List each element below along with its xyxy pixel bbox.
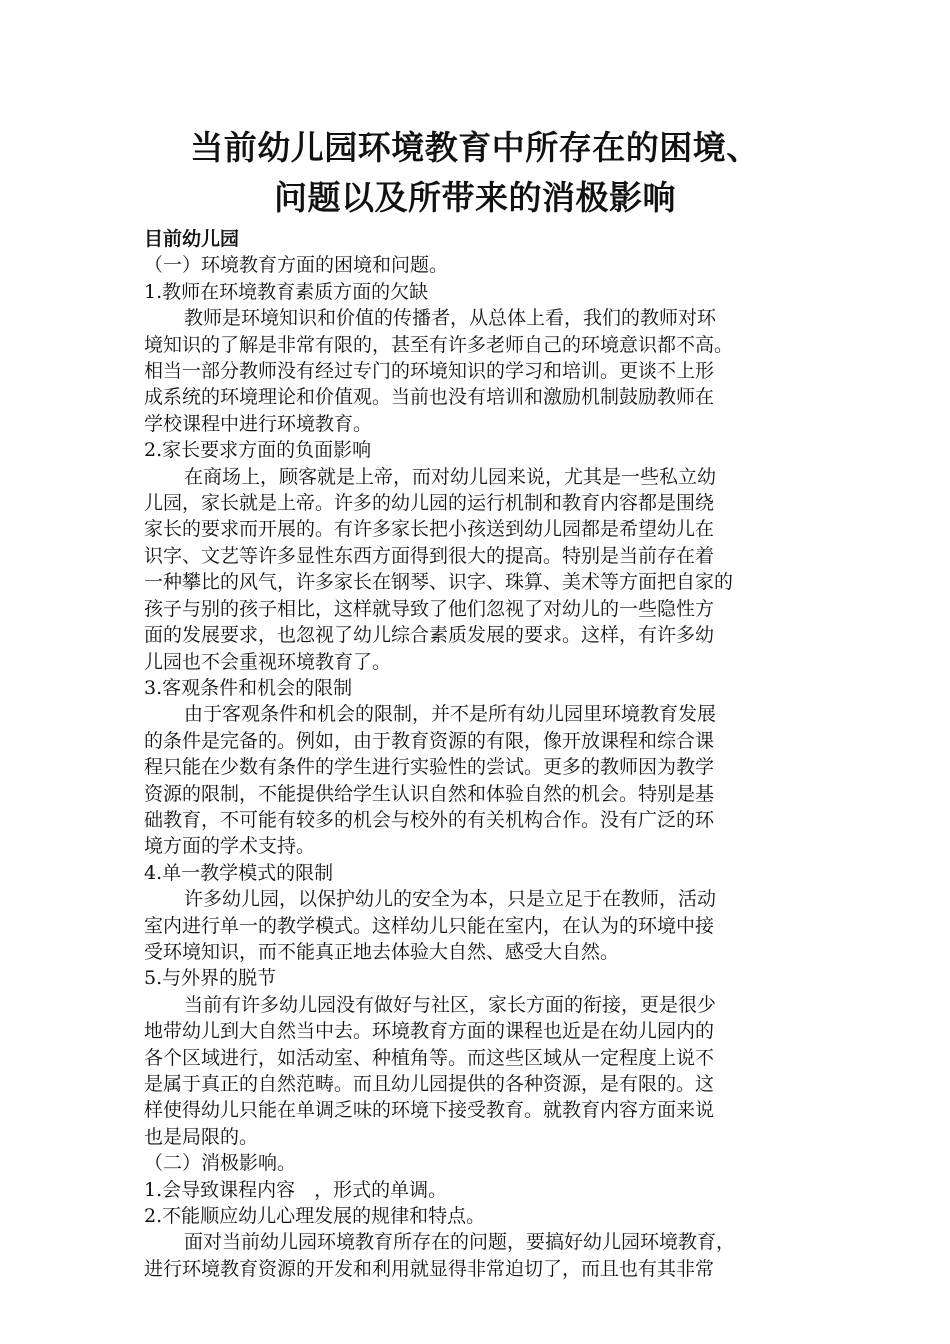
paragraph-line: 儿园也不会重视环境教育了。 bbox=[144, 650, 392, 673]
paragraph-line: 的条件是完备的。例如，由于教育资源的有限，像开放课程和综合课 bbox=[144, 729, 715, 752]
item-1-heading: 1.教师在环境教育素质方面的欠缺 bbox=[144, 280, 429, 303]
item-4-heading: 4.单一教学模式的限制 bbox=[144, 861, 334, 884]
paragraph-line: 程只能在少数有条件的学生进行实验性的尝试。更多的教师因为教学 bbox=[144, 756, 715, 779]
negative-effect-1: 1.会导致课程内容 ，形式的单调。 bbox=[144, 1178, 448, 1201]
section-1-heading: （一）环境教育方面的困境和问题。 bbox=[144, 254, 449, 277]
paragraph-line: 样使得幼儿只能在单调乏味的环境下接受教育。就教育内容方面来说 bbox=[144, 1099, 715, 1122]
paragraph-line: 当前有许多幼儿园没有做好与社区，家长方面的衔接，更是很少 bbox=[184, 993, 717, 1016]
paragraph-line: 面的发展要求，也忽视了幼儿综合素质发展的要求。这样，有许多幼 bbox=[144, 624, 715, 647]
document-body bbox=[144, 226, 812, 1282]
paragraph-line: 也是局限的。 bbox=[144, 1125, 259, 1148]
paragraph-line: 家长的要求而开展的。有许多家长把小孩送到幼儿园都是希望幼儿在 bbox=[144, 518, 715, 541]
section-2-heading: （二）消极影响。 bbox=[144, 1152, 297, 1175]
paragraph-line: 是属于真正的自然范畴。而且幼儿园提供的各种资源，是有限的。这 bbox=[144, 1073, 715, 1095]
paragraph-line: 础教育，不可能有较多的机会与校外的有关机构合作。没有广泛的环 bbox=[144, 808, 715, 831]
paragraph-line: 境知识的了解是非常有限的，甚至有许多老师自己的环境意识都不高。 bbox=[144, 333, 734, 356]
paragraph-line: 在商场上，顾客就是上帝，而对幼儿园来说，尤其是一些私立幼 bbox=[184, 465, 717, 488]
paragraph-line: 识字、文艺等许多显性东西方面得到很大的提高。特别是当前存在着 bbox=[144, 544, 715, 567]
paragraph-line: 由于客观条件和机会的限制，并不是所有幼儿园里环境教育发展 bbox=[184, 703, 717, 726]
paragraph-line: 孩子与别的孩子相比，这样就导致了他们忽视了对幼儿的一些隐性方 bbox=[144, 597, 715, 620]
item-2-heading: 2.家长要求方面的负面影响 bbox=[144, 439, 372, 462]
paragraph-line: 进行环境教育资源的开发和利用就显得非常迫切了，而且也有其非常 bbox=[144, 1257, 715, 1280]
document-subtitle: 目前幼儿园 bbox=[144, 228, 240, 250]
paragraph-line: 受环境知识，而不能真正地去体验大自然、感受大自然。 bbox=[144, 940, 620, 963]
paragraph-line: 室内进行单一的教学模式。这样幼儿只能在室内，在认为的环境中接 bbox=[144, 914, 715, 937]
paragraph-line: 相当一部分教师没有经过专门的环境知识的学习和培训。更谈不上形 bbox=[144, 360, 715, 383]
item-5-heading: 5.与外界的脱节 bbox=[144, 967, 277, 990]
paragraph-line: 学校课程中进行环境教育。 bbox=[144, 412, 373, 435]
paragraph-line: 一种攀比的风气，许多家长在钢琴、识字、珠算、美术等方面把自家的 bbox=[144, 571, 734, 594]
item-3-heading: 3.客观条件和机会的限制 bbox=[144, 676, 353, 699]
document-title-line-1: 当前幼儿园环境教育中所存在的困境、 bbox=[190, 128, 760, 167]
paragraph-line: 许多幼儿园，以保护幼儿的安全为本，只是立足于在教师，活动 bbox=[184, 888, 717, 911]
document-title-line-2: 问题以及所带来的消极影响 bbox=[274, 178, 676, 217]
paragraph-line: 儿园，家长就是上帝。许多的幼儿园的运行机制和教育内容都是围绕 bbox=[144, 492, 715, 515]
paragraph-line: 成系统的环境理论和价值观。当前也没有培训和激励机制鼓励教师在 bbox=[144, 386, 715, 409]
paragraph-line: 境方面的学术支持。 bbox=[144, 835, 316, 858]
paragraph-line: 各个区域进行，如活动室、种植角等。而这些区域从一定程度上说不 bbox=[144, 1046, 715, 1069]
paragraph-line: 地带幼儿到大自然当中去。环境教育方面的课程也近是在幼儿园内的 bbox=[144, 1020, 715, 1043]
negative-effect-2: 2.不能顺应幼儿心理发展的规律和特点。 bbox=[144, 1205, 486, 1228]
paragraph-line: 教师是环境知识和价值的传播者，从总体上看，我们的教师对环 bbox=[184, 307, 717, 330]
paragraph-line: 资源的限制，不能提供给学生认识自然和体验自然的机会。特别是基 bbox=[144, 782, 715, 805]
paragraph-line: 面对当前幼儿园环境教育所存在的问题，要搞好幼儿园环境教育， bbox=[184, 1231, 736, 1254]
